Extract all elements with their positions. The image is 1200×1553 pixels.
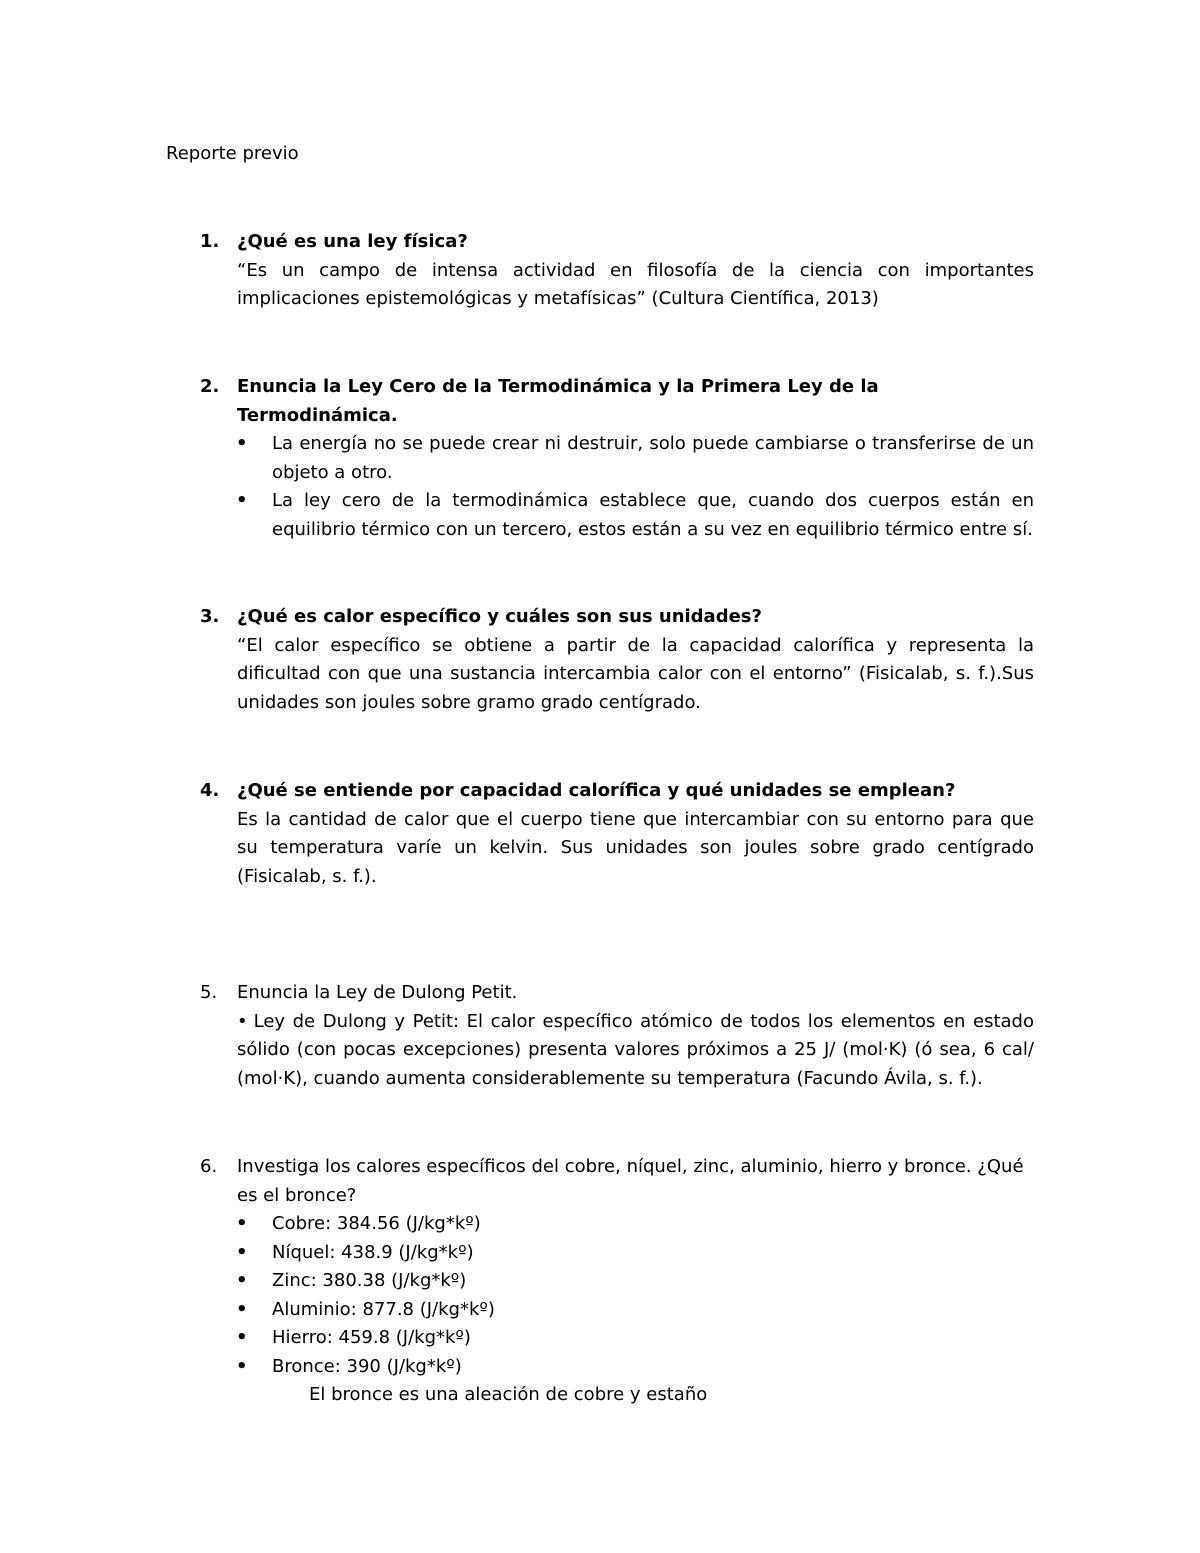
- answer-text: “El calor específico se obtiene a partir de la capacidad calorífica y representa la dificultad con que una sustancia intercambia calor con el entorno” (Fisicalab, s. f.).Sus unidades son joules sobre gramo grado centígrado.: [237, 634, 1034, 713]
- question-number: 2.: [200, 376, 220, 397]
- list-item: • La ley cero de la termodinámica establece que, cuando dos cuerpos están en equilibrio térmico con un tercero, estos están a su vez en equilibrio térmico entre sí.: [272, 487, 1034, 544]
- question-number: 4.: [200, 780, 220, 801]
- list-item: • Hierro: 459.8 (J/kg*kº): [272, 1324, 1034, 1353]
- question-number: 1.: [200, 231, 220, 252]
- answer-text: “Es un campo de intensa actividad en filosofía de la ciencia con importantes implicaciones epistemológicas y metafísicas” (Cultura Científica, 2013): [237, 259, 1034, 309]
- list-item: • Níquel: 438.9 (J/kg*kº): [272, 1239, 1034, 1268]
- question-text: Enuncia la Ley Cero de la Termodinámica y la Primera Ley de la Termodinámica.: [237, 376, 879, 426]
- answer-text: Es la cantidad de calor que el cuerpo tiene que intercambiar con su entorno para que su temperatura varíe un kelvin. Sus unidades son joules sobre grado centígrado (Fisicalab, s. f.).: [237, 808, 1034, 887]
- question-number: 5.: [200, 982, 218, 1003]
- specific-heat-list: [200, 1210, 1034, 1381]
- bronze-note: El bronce es una aleación de cobre y estaño: [309, 1384, 708, 1405]
- question-text: Enuncia la Ley de Dulong Petit.: [237, 982, 518, 1003]
- question-5: [200, 979, 1034, 1093]
- answer-text: [237, 1008, 1034, 1094]
- list-item: • Zinc: 380.38 (J/kg*kº): [272, 1267, 1034, 1296]
- question-3: [200, 603, 1034, 717]
- question-text: ¿Qué es calor específico y cuáles son sus unidades?: [237, 606, 762, 627]
- list-item: • La energía no se puede crear ni destruir, solo puede cambiarse o transferirse de un objeto a otro.: [272, 430, 1034, 487]
- list-item: • Cobre: 384.56 (J/kg*kº): [272, 1210, 1034, 1239]
- question-2: [200, 373, 1034, 544]
- question-text: ¿Qué es una ley física?: [237, 231, 468, 252]
- question-number: 6.: [200, 1156, 218, 1177]
- list-item: • Bronce: 390 (J/kg*kº): [272, 1353, 1034, 1382]
- bullet-icon: •: [237, 1010, 248, 1032]
- list-item: • Aluminio: 877.8 (J/kg*kº): [272, 1296, 1034, 1325]
- question-6: [200, 1153, 1034, 1410]
- question-number: 3.: [200, 606, 220, 627]
- question-1: [200, 228, 1034, 314]
- question-text: ¿Qué se entiende por capacidad calorífica y qué unidades se emplean?: [237, 780, 956, 801]
- document-title: Reporte previo: [166, 143, 299, 164]
- answer-content: Ley de Dulong y Petit: El calor específico atómico de todos los elementos en estado sólido (con pocas excepciones) presenta valores próximos a 25 J/ (mol·K) (ó sea, 6 cal/ (mol·K), cuando aumenta considerablemente su temperatura (Facundo Ávila, s. f.).: [237, 1010, 1034, 1089]
- question-text: Investiga los calores específicos del cobre, níquel, zinc, aluminio, hierro y bronce. ¿Qué es el bronce?: [237, 1156, 1024, 1206]
- answer-bullet-list: [200, 430, 1034, 544]
- question-4: [200, 777, 1034, 891]
